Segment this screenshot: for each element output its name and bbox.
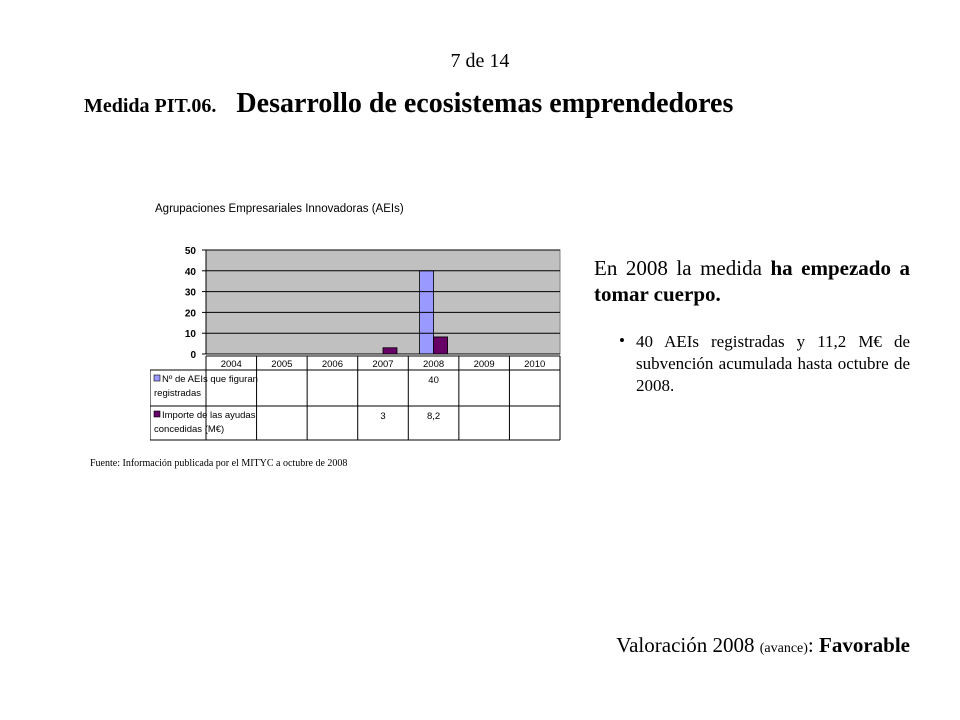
legend-label: registradas: [154, 388, 201, 399]
legend-label: Nº de AEIs que figuran: [162, 374, 258, 385]
page-number: 7 de 14: [450, 50, 510, 72]
slide-heading: [84, 88, 733, 120]
x-tick-label: 2008: [423, 359, 445, 370]
bar: [434, 337, 448, 354]
legend-label: Importe de las ayudas: [162, 410, 256, 421]
rating-value: Favorable: [819, 633, 910, 657]
x-tick-label: 2009: [473, 359, 495, 370]
y-tick-label: 20: [184, 308, 196, 320]
legend-key: [154, 375, 160, 381]
measure-title: Desarrollo de ecosistemas emprendedores: [236, 88, 734, 119]
data-label: 40: [428, 375, 439, 386]
data-label: 8,2: [426, 411, 441, 422]
x-tick-label: 2005: [271, 359, 293, 370]
chart-title: Agrupaciones Empresariales Innovadoras (AEIs): [155, 203, 404, 215]
x-tick-label: 2006: [321, 359, 343, 370]
bullet-text: 40 AEIs registradas y 11,2 M€ de subvención acumulada hasta octubre de 2008.: [636, 332, 910, 396]
y-tick-label: 40: [184, 266, 196, 278]
rating-line: [616, 633, 910, 658]
summary-part-1: En 2008 la medida: [594, 256, 771, 280]
chart-source: Fuente: Información publicada por el MITYC a octubre de 2008: [90, 458, 348, 469]
bullet-marker: •: [619, 331, 625, 350]
aei-bar-chart: [150, 238, 570, 450]
data-label: 3: [380, 411, 386, 422]
x-tick-label: 2010: [524, 359, 546, 370]
plot-area: [206, 250, 560, 354]
x-tick-label: 2007: [372, 359, 394, 370]
y-tick-label: 30: [184, 287, 196, 299]
rating-note: (avance): [759, 641, 808, 656]
rating-label: Valoración 2008: [616, 633, 760, 657]
legend-label: concedidas (M€): [154, 424, 225, 435]
summary-text: [594, 255, 910, 308]
y-tick-label: 0: [190, 350, 196, 361]
measure-code: Medida PIT.06.: [84, 95, 217, 117]
rating-separator: :: [807, 633, 820, 657]
y-tick-label: 50: [184, 246, 196, 257]
x-tick-label: 2004: [220, 359, 242, 370]
bar: [383, 348, 397, 354]
legend-key: [154, 411, 160, 417]
summary-part-2: ha empezado a tomar cuerpo.: [594, 256, 910, 307]
y-tick-label: 10: [184, 329, 196, 341]
